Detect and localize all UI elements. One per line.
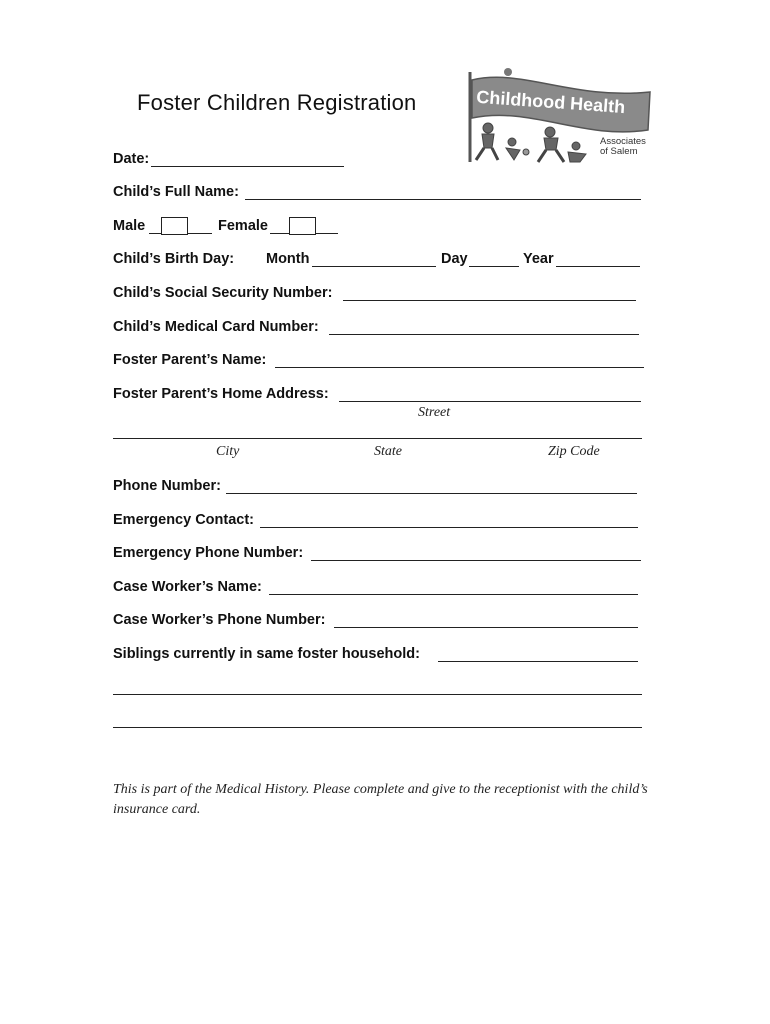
case-worker-name-row [113,578,643,598]
siblings-input-line[interactable] [438,661,638,662]
foster-parent-address-row [113,385,643,405]
childhood-health-logo-icon [462,66,656,166]
case-worker-phone-row [113,611,643,631]
foster-parent-name-label: Foster Parent’s Name: [113,352,267,368]
gender-row [113,217,343,237]
ssn-row [113,284,643,304]
logo-line2: Associates [600,136,646,147]
zip-caption: Zip Code [548,444,600,459]
siblings-row [113,645,643,665]
birthday-label: Child’s Birth Day: [113,251,235,267]
city-state-zip-input-line[interactable] [113,438,642,439]
birthday-row [113,250,643,270]
day-input-line[interactable] [469,266,519,267]
male-label: Male [113,218,146,234]
child-name-input-line[interactable] [245,199,641,200]
emergency-phone-row [113,544,643,564]
date-input-line[interactable] [151,166,344,167]
year-input-line[interactable] [556,266,640,267]
ssn-label: Child’s Social Security Number: [113,285,333,301]
state-caption: State [374,444,402,459]
child-name-row [113,183,643,203]
logo-name: Childhood Health [475,86,626,118]
case-worker-name-input-line[interactable] [269,594,638,595]
logo-line3: of Salem [600,146,638,157]
male-checkbox[interactable] [161,217,188,235]
date-label: Date: [113,151,150,167]
foster-parent-name-row [113,351,648,371]
phone-input-line[interactable] [226,493,637,494]
year-label: Year [523,251,554,267]
street-input-line[interactable] [339,401,641,402]
emergency-phone-label: Emergency Phone Number: [113,545,304,561]
page-title: Foster Children Registration [137,90,417,115]
phone-row [113,477,643,497]
emergency-phone-input-line[interactable] [311,560,641,561]
foster-parent-address-label: Foster Parent’s Home Address: [113,386,329,402]
street-caption: Street [418,405,451,420]
month-input-line[interactable] [312,266,436,267]
ssn-input-line[interactable] [343,300,636,301]
medical-card-input-line[interactable] [329,334,639,335]
case-worker-phone-input-line[interactable] [334,627,638,628]
emergency-contact-row [113,511,643,531]
emergency-contact-input-line[interactable] [260,527,638,528]
siblings-extra-line-1[interactable] [113,694,642,695]
female-checkbox[interactable] [289,217,316,235]
phone-label: Phone Number: [113,478,221,494]
city-caption: City [216,444,240,459]
medical-card-label: Child’s Medical Card Number: [113,319,319,335]
footer-note: This is part of the Medical History. Please complete and give to the receptionist with the child’s insurance card. [113,782,648,817]
female-label: Female [218,218,268,234]
medical-card-row [113,318,643,338]
child-name-label: Child’s Full Name: [113,184,239,200]
case-worker-name-label: Case Worker’s Name: [113,579,262,595]
date-row [113,150,353,170]
emergency-contact-label: Emergency Contact: [113,512,255,528]
month-label: Month [266,251,310,267]
foster-parent-name-input-line[interactable] [275,367,644,368]
case-worker-phone-label: Case Worker’s Phone Number: [113,612,326,628]
day-label: Day [441,251,468,267]
siblings-label: Siblings currently in same foster household: [113,646,420,662]
siblings-extra-line-2[interactable] [113,727,642,728]
